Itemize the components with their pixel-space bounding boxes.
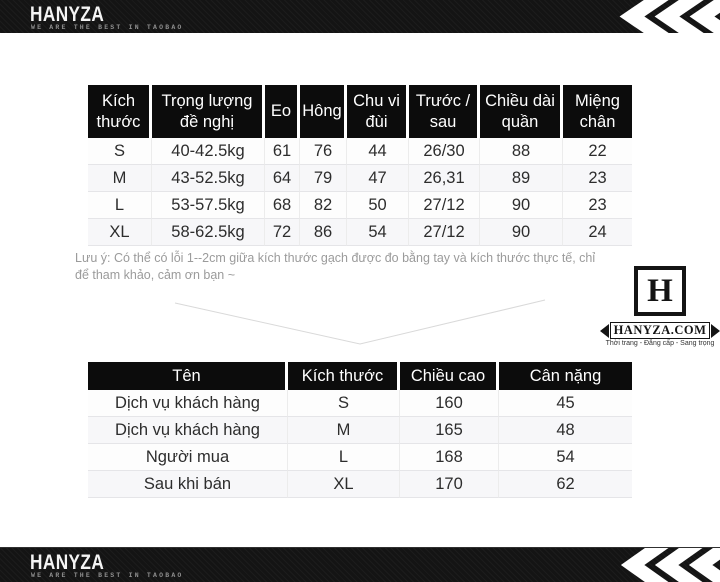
table-cell: 23 (563, 165, 632, 192)
table-cell: Dịch vụ khách hàng (88, 390, 288, 417)
column-header: Eo (265, 85, 300, 138)
table-cell: 160 (400, 390, 499, 417)
triangle-left-icon (600, 324, 609, 338)
table-cell: 58-62.5kg (152, 219, 265, 246)
logo-site-text: HANYZA.COM (610, 322, 711, 339)
chevron-left-icon (590, 0, 720, 33)
table-cell: 76 (300, 138, 347, 165)
table-cell: 90 (480, 219, 563, 246)
table-cell: 79 (300, 165, 347, 192)
table-cell: M (88, 165, 152, 192)
table-cell: 22 (563, 138, 632, 165)
table-cell: XL (288, 471, 400, 498)
table-cell: 54 (347, 219, 409, 246)
table-cell: XL (88, 219, 152, 246)
table-cell: 47 (347, 165, 409, 192)
column-header: Chu vi đùi (347, 85, 409, 138)
table-row (88, 192, 632, 219)
table-cell: 26,31 (409, 165, 480, 192)
bottom-brand-bar (0, 547, 720, 582)
table-cell: 72 (265, 219, 300, 246)
table-row (88, 417, 632, 444)
table-cell: 61 (265, 138, 300, 165)
column-header: Miệng chân (563, 85, 632, 138)
table-cell: 24 (563, 219, 632, 246)
column-header: Hông (300, 85, 347, 138)
table-cell: 44 (347, 138, 409, 165)
table-cell: L (288, 444, 400, 471)
table-row (88, 390, 632, 417)
logo-h-icon (634, 266, 686, 316)
table-cell: Người mua (88, 444, 288, 471)
size-table-header-row (88, 85, 632, 138)
v-divider-icon (150, 295, 570, 351)
table-row (88, 219, 632, 246)
brand-logo-text: HANYZA (30, 551, 105, 574)
top-brand-bar (0, 0, 720, 33)
model-table-header-row (88, 362, 632, 390)
model-reference-table (88, 362, 632, 498)
table-cell: 89 (480, 165, 563, 192)
table-cell: Sau khi bán (88, 471, 288, 498)
logo-letter: H (647, 272, 673, 309)
logo-site-row (600, 322, 720, 339)
size-measurement-table (88, 85, 632, 246)
logo-slogan: Thời trang - Đẳng cấp - Sang trọng (605, 340, 715, 347)
column-header: Chiều cao (400, 362, 499, 390)
triangle-right-icon (711, 324, 720, 338)
column-header: Trước / sau (409, 85, 480, 138)
column-header: Trọng lượng đề nghị (152, 85, 265, 138)
table-cell: 86 (300, 219, 347, 246)
table-row (88, 138, 632, 165)
table-cell: S (288, 390, 400, 417)
table-cell: 48 (499, 417, 632, 444)
table-cell: 26/30 (409, 138, 480, 165)
table-cell: 54 (499, 444, 632, 471)
table-cell: 23 (563, 192, 632, 219)
table-cell: 62 (499, 471, 632, 498)
measurement-note: Lưu ý: Có thể có lỗi 1--2cm giữa kích thước gạch được đo bằng tay và kích thước thực tế, chỉ để tham khảo, cảm ơn bạn ~ (75, 251, 596, 282)
table-cell: 27/12 (409, 219, 480, 246)
table-row (88, 165, 632, 192)
chevron-left-icon (590, 548, 720, 582)
table-cell: 165 (400, 417, 499, 444)
table-row (88, 471, 632, 498)
hanyza-logo (601, 266, 719, 347)
table-cell: 50 (347, 192, 409, 219)
table-cell: 45 (499, 390, 632, 417)
table-cell: Dịch vụ khách hàng (88, 417, 288, 444)
table-cell: 88 (480, 138, 563, 165)
table-cell: 68 (265, 192, 300, 219)
table-cell: 168 (400, 444, 499, 471)
brand-logo-text: HANYZA (30, 3, 105, 26)
table-cell: 82 (300, 192, 347, 219)
column-header: Kích thước (88, 85, 152, 138)
table-cell: M (288, 417, 400, 444)
column-header: Chiều dài quần (480, 85, 563, 138)
table-cell: 53-57.5kg (152, 192, 265, 219)
brand-tagline: WE ARE THE BEST IN TAOBAO (31, 572, 184, 579)
table-row (88, 444, 632, 471)
brand-tagline: WE ARE THE BEST IN TAOBAO (31, 24, 184, 31)
table-cell: 43-52.5kg (152, 165, 265, 192)
table-cell: 40-42.5kg (152, 138, 265, 165)
table-cell: L (88, 192, 152, 219)
column-header: Cân nặng (499, 362, 632, 390)
table-cell: 90 (480, 192, 563, 219)
table-cell: 64 (265, 165, 300, 192)
column-header: Kích thước (288, 362, 400, 390)
table-cell: 170 (400, 471, 499, 498)
table-cell: S (88, 138, 152, 165)
column-header: Tên (88, 362, 288, 390)
table-cell: 27/12 (409, 192, 480, 219)
